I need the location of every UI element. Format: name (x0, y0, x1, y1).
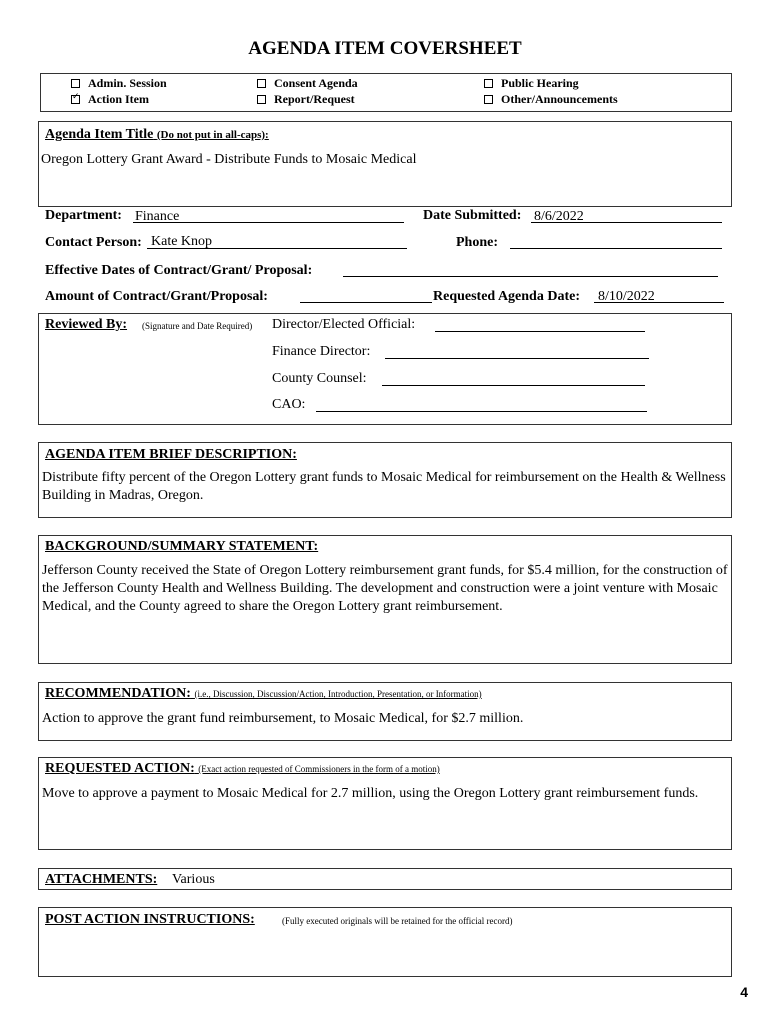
reviewer-label: County Counsel: (272, 371, 367, 386)
reviewer-director (272, 317, 415, 333)
checked-checkbox-icon[interactable] (71, 95, 80, 104)
checkbox-consent-agenda[interactable] (257, 76, 358, 91)
brief-description-text[interactable]: Distribute fifty percent of the Oregon Lottery grant funds to Mosaic Medical for reimbursement on the Health & Wellness Building in Madras, Oregon. (42, 470, 726, 503)
checkbox-other-announcements[interactable] (484, 92, 618, 107)
checkbox-report-request[interactable] (257, 92, 355, 107)
page-number: 4 (740, 984, 748, 1000)
phone-line[interactable] (510, 248, 722, 249)
phone-label: Phone: (456, 235, 498, 250)
checkbox-action-item[interactable] (71, 92, 149, 107)
requested-date-label: Requested Agenda Date: (433, 289, 580, 304)
contact-value: Kate Knop (151, 234, 213, 249)
item-title-value[interactable]: Oregon Lottery Grant Award - Distribute Funds to Mosaic Medical (41, 152, 417, 167)
recommendation-heading (45, 686, 482, 702)
requested-action-heading (45, 761, 440, 777)
item-title-note: (Do not put in all-caps): (156, 129, 269, 141)
reviewed-by-note: (Signature and Date Required) (142, 321, 253, 331)
reviewed-by-label: Reviewed By: (45, 317, 128, 332)
requested-action-label: REQUESTED ACTION: (45, 761, 195, 776)
attachments-value[interactable]: Various (172, 872, 215, 887)
recommendation-label: RECOMMENDATION: (45, 686, 191, 701)
date-submitted-value: 8/6/2022 (534, 209, 584, 224)
checkbox-public-hearing[interactable] (484, 76, 579, 91)
reviewer-counsel-line[interactable] (382, 385, 645, 386)
reviewed-by-heading (45, 317, 127, 333)
checkbox-icon[interactable] (484, 79, 493, 88)
post-action-label: POST ACTION INSTRUCTIONS: (45, 912, 255, 927)
effective-dates-line[interactable] (343, 276, 718, 277)
reviewer-counsel (272, 371, 367, 387)
checkbox-label: Admin. Session (88, 76, 167, 90)
post-action-heading (45, 912, 255, 928)
requested-action-note: (Exact action requested of Commissioners in the form of a motion) (198, 764, 440, 774)
recommendation-text[interactable]: Action to approve the grant fund reimbursement, to Mosaic Medical, for $2.7 million. (42, 711, 524, 726)
reviewer-label: Finance Director: (272, 344, 371, 359)
amount-label: Amount of Contract/Grant/Proposal: (45, 289, 268, 304)
checkbox-icon[interactable] (257, 79, 266, 88)
checkbox-icon[interactable] (71, 79, 80, 88)
reviewer-label: CAO: (272, 397, 306, 412)
checkbox-label: Public Hearing (501, 76, 579, 90)
checkbox-icon[interactable] (484, 95, 493, 104)
reviewer-cao (272, 397, 305, 413)
attachments-label: ATTACHMENTS: (45, 872, 158, 887)
checkbox-label: Other/Announcements (501, 92, 618, 106)
checkbox-admin-session[interactable] (71, 76, 167, 91)
requested-date-value: 8/10/2022 (598, 289, 655, 304)
department-value: Finance (135, 209, 180, 224)
checkbox-label: Action Item (88, 92, 149, 106)
requested-action-text[interactable]: Move to approve a payment to Mosaic Medical for 2.7 million, using the Oregon Lottery grant reimbursement funds. (42, 786, 699, 801)
checkbox-label: Report/Request (274, 92, 355, 106)
checkbox-icon[interactable] (257, 95, 266, 104)
recommendation-note: (i.e., Discussion, Discussion/Action, Introduction, Presentation, or Information) (194, 689, 482, 699)
department-label: Department: (45, 208, 122, 223)
page-title: AGENDA ITEM COVERSHEET (248, 38, 522, 59)
reviewer-cao-line[interactable] (316, 411, 647, 412)
attachments-heading (45, 872, 157, 888)
checkbox-label: Consent Agenda (274, 76, 358, 90)
amount-line[interactable] (300, 302, 432, 303)
post-action-note: (Fully executed originals will be retained for the official record) (282, 916, 513, 926)
contact-label: Contact Person: (45, 235, 142, 250)
item-title-heading (45, 127, 269, 143)
effective-dates-label: Effective Dates of Contract/Grant/ Proposal: (45, 263, 313, 278)
background-heading: BACKGROUND/SUMMARY STATEMENT: (45, 539, 319, 554)
reviewer-label: Director/Elected Official: (272, 317, 416, 332)
date-submitted-label: Date Submitted: (423, 208, 522, 223)
reviewer-finance-line[interactable] (385, 358, 649, 359)
item-title-label: Agenda Item Title (45, 127, 154, 142)
reviewer-finance (272, 344, 370, 360)
brief-description-heading: AGENDA ITEM BRIEF DESCRIPTION: (45, 447, 297, 462)
reviewer-director-line[interactable] (435, 331, 645, 332)
background-text[interactable]: Jefferson County received the State of Oregon Lottery reimbursement grant funds, for $5.4 million, for the construction of the Jefferson County Health and Wellness Building. The development and construction were a joint venture with Mosaic Medical, and the County agreed to share the Oregon Lottery grant reimbursement. (42, 563, 728, 614)
